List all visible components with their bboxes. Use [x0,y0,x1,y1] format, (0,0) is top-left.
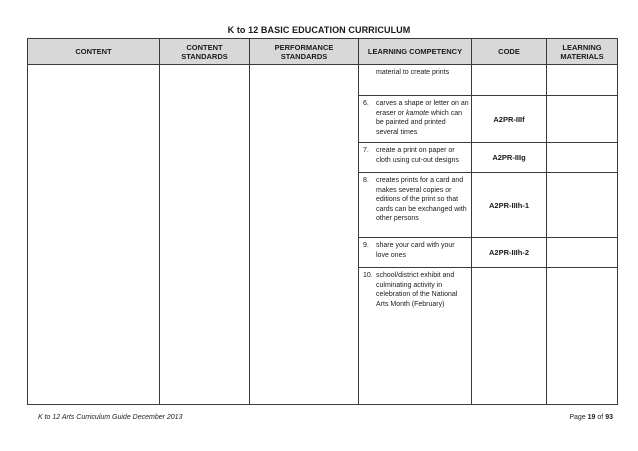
competency-number: 9. [363,242,369,249]
header-content-standards-label: CONTENT STANDARDS [181,42,228,61]
competency-row-6 [359,96,472,143]
competency-text: share your card with your love ones [376,242,455,259]
header-learning-competency-label: LEARNING COMPETENCY [367,47,463,56]
code-cell: A2PR-IIIf [472,96,547,143]
curriculum-table [27,38,618,405]
competency-text-italic: kamote [405,109,429,117]
header-content [28,39,160,65]
page-label: Page [569,414,586,421]
header-learning-competency [359,39,472,65]
header-content-label: CONTENT [75,47,112,56]
competency-text: school/district exhibit and culminating activity in celebration of the National Arts Month (February) [376,272,458,308]
competency-row-8 [359,173,472,238]
performance-standards-column-cell [250,65,359,405]
materials-cell [547,238,618,268]
header-code [472,39,547,65]
competency-number: 10. [363,272,373,279]
code-cell: A2PR-IIIg [472,143,547,173]
materials-cell [547,268,618,405]
competency-text: creates prints for a card and makes several copies or editions of the print so that cards can be exchanged with other persons [376,177,467,222]
competency-row-10 [359,268,472,405]
content-standards-column-cell [160,65,250,405]
competency-number: 6. [363,100,369,107]
competency-row-continuation [359,65,472,96]
competency-text [376,99,469,137]
competency-number: 8. [363,177,369,184]
header-performance-standards [250,39,359,65]
header-code-label: CODE [498,47,520,56]
page-number-value: 19 [587,414,596,421]
competency-text-before: carves a shape or letter on an eraser or [376,100,469,117]
content-column-cell [28,65,160,405]
competency-row-9 [359,238,472,268]
materials-cell [547,96,618,143]
page-total-value: 93 [605,414,613,421]
header-content-standards [160,39,250,65]
page-number [569,414,613,421]
header-learning-materials [547,39,618,65]
materials-cell [547,143,618,173]
document-footer-title: K to 12 Arts Curriculum Guide December 2013 [38,414,183,421]
competency-number: 7. [363,147,369,154]
header-performance-standards-label: PERFORMANCE STANDARDS [274,42,334,61]
of-label: of [597,414,604,421]
materials-cell [547,173,618,238]
code-cell: A2PR-IIIh-2 [472,238,547,268]
code-cell: A2PR-IIIh-1 [472,173,547,238]
page-title: K to 12 BASIC EDUCATION CURRICULUM [227,25,411,35]
header-learning-materials-label: LEARNING MATERIALS [560,42,604,61]
code-cell [472,268,547,405]
competency-row-7 [359,143,472,173]
materials-cell [547,65,618,96]
competency-text-after: which can be painted and printed several times [376,109,463,136]
competency-text: create a print on paper or cloth using cut-out designs [376,147,459,164]
competency-text: material to create prints [376,69,450,76]
code-cell [472,65,547,96]
